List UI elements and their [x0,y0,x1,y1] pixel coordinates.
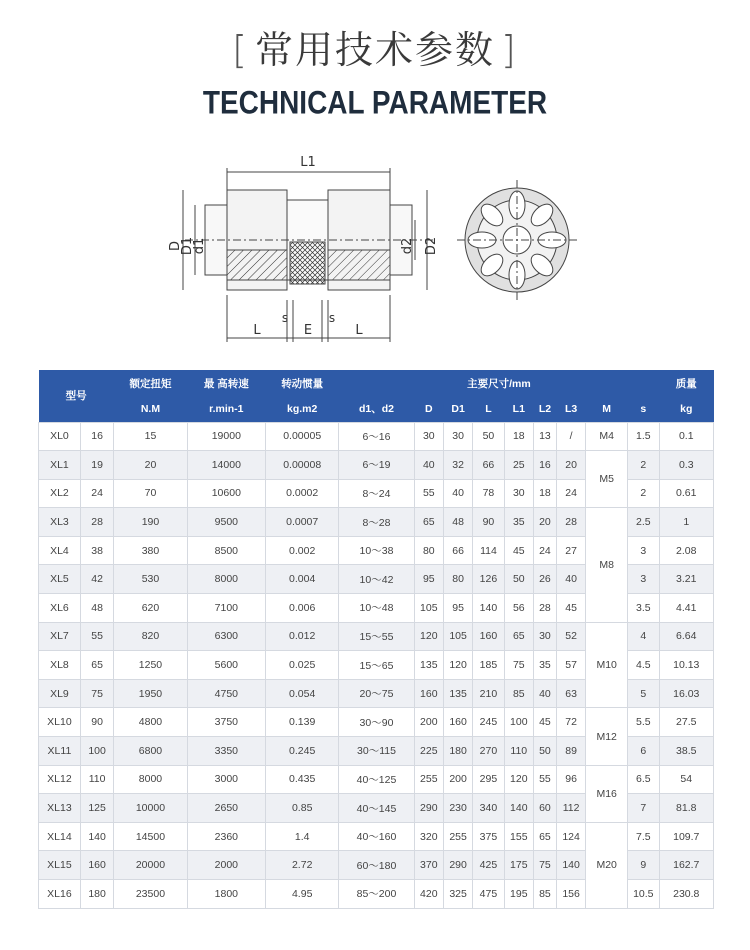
cell-l1: 56 [504,594,533,623]
cell-l: 475 [473,880,504,909]
cell-s: 7.5 [628,822,659,851]
cell-l3: 156 [556,880,585,909]
cell-d: 135 [414,651,443,680]
cell-l: 185 [473,651,504,680]
header-M: M [586,396,628,422]
cell-s: 4 [628,622,659,651]
cell-l1: 75 [504,651,533,680]
label-l-right: L [355,323,363,338]
header-L2: L2 [533,396,556,422]
cell-mass: 10.13 [659,651,713,680]
cell-d1: 30 [443,422,472,451]
table-row [39,765,714,794]
cell-l: 295 [473,765,504,794]
cell-inertia: 2.72 [266,851,339,880]
cell-l3: 140 [556,851,585,880]
cell-s: 3 [628,565,659,594]
label-d: D [168,240,183,252]
cell-speed: 7100 [187,594,265,623]
cell-l3: 24 [556,479,585,508]
cell-l: 210 [473,679,504,708]
cell-l1: 30 [504,479,533,508]
cell-l1: 100 [504,708,533,737]
header-model: 型号 [39,370,114,422]
cell-d: 30～90 [339,708,414,737]
cell-l3: / [556,422,585,451]
cell-inertia: 1.4 [266,822,339,851]
cell-torque: 620 [114,594,187,623]
cell-l3: 89 [556,737,585,766]
cell-d: 10～42 [339,565,414,594]
cell-model: XL7 [39,622,81,651]
cell-l3: 63 [556,679,585,708]
cell-l: 140 [473,594,504,623]
cell-l1: 85 [504,679,533,708]
table-row [39,622,714,651]
page-header [0,22,750,120]
cell-s: 2 [628,479,659,508]
cell-d: 200 [414,708,443,737]
label-s-left: s [281,311,289,325]
cell-mass: 54 [659,765,713,794]
cell-l3: 72 [556,708,585,737]
cell-mass: 6.64 [659,622,713,651]
cell-mass: 38.5 [659,737,713,766]
cell-l2: 24 [533,536,556,565]
cell-inertia: 0.00008 [266,451,339,480]
cell-torque: 820 [114,622,187,651]
cell-l3: 124 [556,822,585,851]
cell-l2: 45 [533,708,556,737]
cell-mass: 4.41 [659,594,713,623]
cell-l3: 112 [556,794,585,823]
cell-sub: 100 [80,737,113,766]
header-inertia-unit: kg.m2 [266,396,339,422]
cell-speed: 19000 [187,422,265,451]
cell-s: 9 [628,851,659,880]
cell-model: XL8 [39,651,81,680]
cell-model: XL15 [39,851,81,880]
cell-d: 6～16 [339,422,414,451]
cell-l1: 110 [504,737,533,766]
cell-l: 245 [473,708,504,737]
cell-d1: 105 [443,622,472,651]
cell-l1: 140 [504,794,533,823]
cell-l3: 20 [556,451,585,480]
cell-torque: 190 [114,508,187,537]
cell-m: M16 [586,765,628,822]
cell-sub: 75 [80,679,113,708]
cell-l2: 40 [533,679,556,708]
cell-speed: 9500 [187,508,265,537]
cell-model: XL6 [39,594,81,623]
label-d2-lower: d2 [400,237,415,255]
cell-model: XL13 [39,794,81,823]
cell-l1: 120 [504,765,533,794]
cell-l: 50 [473,422,504,451]
cell-torque: 8000 [114,765,187,794]
cell-m: M12 [586,708,628,765]
cell-s: 5.5 [628,708,659,737]
cell-l2: 20 [533,508,556,537]
cell-d: 85～200 [339,880,414,909]
cell-d: 10～48 [339,594,414,623]
cell-mass: 3.21 [659,565,713,594]
cell-d: 8～24 [339,479,414,508]
header-dims: 主要尺寸/mm [339,370,659,396]
cell-model: XL14 [39,822,81,851]
cell-d: 255 [414,765,443,794]
cell-l1: 25 [504,451,533,480]
cell-speed: 2360 [187,822,265,851]
cell-model: XL4 [39,536,81,565]
cell-inertia: 0.054 [266,679,339,708]
cell-sub: 28 [80,508,113,537]
cell-torque: 6800 [114,737,187,766]
cell-inertia: 0.00005 [266,422,339,451]
cell-d: 160 [414,679,443,708]
cell-l2: 18 [533,479,556,508]
cell-l: 375 [473,822,504,851]
cell-model: XL10 [39,708,81,737]
cell-speed: 3000 [187,765,265,794]
cell-mass: 230.8 [659,880,713,909]
header-torque: 额定扭矩 [114,370,187,396]
header-D: D [414,396,443,422]
cell-s: 7 [628,794,659,823]
cell-torque: 10000 [114,794,187,823]
cell-d: 15～65 [339,651,414,680]
header-s: s [628,396,659,422]
cell-inertia: 0.0002 [266,479,339,508]
cell-s: 10.5 [628,880,659,909]
cell-inertia: 0.012 [266,622,339,651]
cell-mass: 2.08 [659,536,713,565]
cell-torque: 20000 [114,851,187,880]
table-row [39,822,714,851]
label-d1-upper: D1 [180,236,195,256]
cell-torque: 1250 [114,651,187,680]
cell-l: 66 [473,451,504,480]
cell-l2: 65 [533,822,556,851]
side-view [183,168,435,342]
cell-d: 8～28 [339,508,414,537]
cell-sub: 19 [80,451,113,480]
cell-l1: 65 [504,622,533,651]
cell-sub: 38 [80,536,113,565]
cell-l1: 18 [504,422,533,451]
cell-torque: 1950 [114,679,187,708]
cell-mass: 0.61 [659,479,713,508]
cell-l1: 35 [504,508,533,537]
cell-s: 3 [628,536,659,565]
cell-d: 225 [414,737,443,766]
cell-sub: 48 [80,594,113,623]
header-mass-unit: kg [659,396,713,422]
cell-d: 30 [414,422,443,451]
cell-l3: 27 [556,536,585,565]
cell-d: 30～115 [339,737,414,766]
cell-m: M5 [586,451,628,508]
cell-d1: 135 [443,679,472,708]
cell-l2: 13 [533,422,556,451]
cell-d1: 120 [443,651,472,680]
cell-model: XL9 [39,679,81,708]
cell-l1: 195 [504,880,533,909]
cell-l2: 28 [533,594,556,623]
cell-d1: 40 [443,479,472,508]
parameter-table [38,370,714,909]
cell-model: XL11 [39,737,81,766]
cell-d: 15～55 [339,622,414,651]
cell-inertia: 0.0007 [266,508,339,537]
cell-l: 160 [473,622,504,651]
cell-torque: 14500 [114,822,187,851]
cell-speed: 6300 [187,622,265,651]
label-s-right: s [328,311,336,325]
header-L: L [473,396,504,422]
cell-speed: 3750 [187,708,265,737]
cell-d: 320 [414,822,443,851]
cell-speed: 4750 [187,679,265,708]
cell-l1: 175 [504,851,533,880]
cell-sub: 55 [80,622,113,651]
cell-inertia: 0.435 [266,765,339,794]
cell-s: 2 [628,451,659,480]
cell-d1: 200 [443,765,472,794]
cell-sub: 24 [80,479,113,508]
cell-torque: 20 [114,451,187,480]
cell-speed: 8000 [187,565,265,594]
cell-m: M10 [586,622,628,708]
coupling-drawing [165,150,605,350]
title-chinese: [ 常用技术参数 ] [232,28,518,72]
cell-sub: 110 [80,765,113,794]
header-inertia: 转动惯量 [266,370,339,396]
cell-model: XL0 [39,422,81,451]
cell-d: 65 [414,508,443,537]
cell-l2: 75 [533,851,556,880]
cell-d: 10～38 [339,536,414,565]
cell-sub: 90 [80,708,113,737]
cell-d: 60～180 [339,851,414,880]
cell-l2: 60 [533,794,556,823]
cell-s: 4.5 [628,651,659,680]
cell-d1: 255 [443,822,472,851]
header-L3: L3 [556,396,585,422]
cell-l1: 50 [504,565,533,594]
cell-s: 2.5 [628,508,659,537]
cell-d: 370 [414,851,443,880]
cell-l: 340 [473,794,504,823]
cell-d: 95 [414,565,443,594]
cell-sub: 125 [80,794,113,823]
cell-speed: 8500 [187,536,265,565]
cell-l: 114 [473,536,504,565]
cell-inertia: 0.139 [266,708,339,737]
cell-l3: 52 [556,622,585,651]
cell-s: 1.5 [628,422,659,451]
header-d1d2: d1、d2 [339,396,414,422]
label-e: E [303,323,313,338]
header-speed-unit: r.min-1 [187,396,265,422]
cell-inertia: 0.025 [266,651,339,680]
cell-d: 20～75 [339,679,414,708]
cell-d1: 180 [443,737,472,766]
cell-mass: 81.8 [659,794,713,823]
cell-l3: 96 [556,765,585,794]
cell-d: 40 [414,451,443,480]
cell-d1: 95 [443,594,472,623]
cell-d: 40～145 [339,794,414,823]
cell-d1: 48 [443,508,472,537]
cell-d: 420 [414,880,443,909]
cell-l: 126 [473,565,504,594]
cell-sub: 140 [80,822,113,851]
cell-d: 55 [414,479,443,508]
header-speed: 最 高转速 [187,370,265,396]
cell-speed: 2650 [187,794,265,823]
cell-mass: 0.3 [659,451,713,480]
cell-inertia: 0.245 [266,737,339,766]
cell-d1: 290 [443,851,472,880]
cell-d: 40～160 [339,822,414,851]
cell-torque: 23500 [114,880,187,909]
cell-l1: 45 [504,536,533,565]
cell-s: 5 [628,679,659,708]
cell-mass: 1 [659,508,713,537]
cell-sub: 65 [80,651,113,680]
cell-model: XL2 [39,479,81,508]
cell-speed: 3350 [187,737,265,766]
cell-s: 3.5 [628,594,659,623]
cell-mass: 109.7 [659,822,713,851]
label-l-left: L [253,323,261,338]
cell-mass: 0.1 [659,422,713,451]
table-body [39,422,714,908]
cell-torque: 4800 [114,708,187,737]
cell-d1: 230 [443,794,472,823]
cell-model: XL1 [39,451,81,480]
cell-d1: 66 [443,536,472,565]
cell-mass: 16.03 [659,679,713,708]
cell-l2: 16 [533,451,556,480]
cell-sub: 42 [80,565,113,594]
cell-d: 80 [414,536,443,565]
cell-inertia: 0.006 [266,594,339,623]
cell-s: 6 [628,737,659,766]
end-view [457,180,577,300]
coupling-diagram [165,150,605,350]
cell-l2: 35 [533,651,556,680]
cell-l2: 30 [533,622,556,651]
header-mass: 质量 [659,370,713,396]
cell-d: 105 [414,594,443,623]
cell-torque: 380 [114,536,187,565]
cell-m: M8 [586,508,628,622]
cell-inertia: 0.004 [266,565,339,594]
cell-d: 40～125 [339,765,414,794]
cell-l3: 45 [556,594,585,623]
cell-l2: 85 [533,880,556,909]
header-torque-unit: N.M [114,396,187,422]
cell-torque: 530 [114,565,187,594]
title-english: TECHNICAL PARAMETER [202,84,548,121]
cell-l: 425 [473,851,504,880]
cell-l3: 28 [556,508,585,537]
cell-inertia: 0.85 [266,794,339,823]
cell-l3: 57 [556,651,585,680]
cell-speed: 5600 [187,651,265,680]
parameter-table-wrapper [38,370,714,909]
table-row [39,508,714,537]
cell-model: XL3 [39,508,81,537]
cell-inertia: 4.95 [266,880,339,909]
header-L1: L1 [504,396,533,422]
cell-m: M20 [586,822,628,908]
cell-l1: 155 [504,822,533,851]
cell-d1: 80 [443,565,472,594]
cell-torque: 70 [114,479,187,508]
cell-d1: 160 [443,708,472,737]
cell-d1: 325 [443,880,472,909]
cell-speed: 1800 [187,880,265,909]
cell-l: 90 [473,508,504,537]
label-d1-lower: d1 [192,237,207,255]
cell-s: 6.5 [628,765,659,794]
cell-l3: 40 [556,565,585,594]
cell-speed: 2000 [187,851,265,880]
label-l1: L1 [300,155,316,170]
cell-torque: 15 [114,422,187,451]
cell-mass: 162.7 [659,851,713,880]
cell-l: 78 [473,479,504,508]
cell-l2: 26 [533,565,556,594]
cell-l2: 55 [533,765,556,794]
cell-d: 120 [414,622,443,651]
cell-speed: 10600 [187,479,265,508]
cell-d: 290 [414,794,443,823]
cell-sub: 180 [80,880,113,909]
cell-d: 6～19 [339,451,414,480]
table-row [39,451,714,480]
table-row [39,422,714,451]
cell-inertia: 0.002 [266,536,339,565]
cell-m: M4 [586,422,628,451]
cell-model: XL5 [39,565,81,594]
cell-speed: 14000 [187,451,265,480]
cell-model: XL16 [39,880,81,909]
cell-model: XL12 [39,765,81,794]
cell-l2: 50 [533,737,556,766]
cell-sub: 160 [80,851,113,880]
cell-l: 270 [473,737,504,766]
header-D1: D1 [443,396,472,422]
cell-d1: 32 [443,451,472,480]
cell-mass: 27.5 [659,708,713,737]
table-row [39,708,714,737]
label-d2-upper: D2 [424,236,439,256]
cell-sub: 16 [80,422,113,451]
